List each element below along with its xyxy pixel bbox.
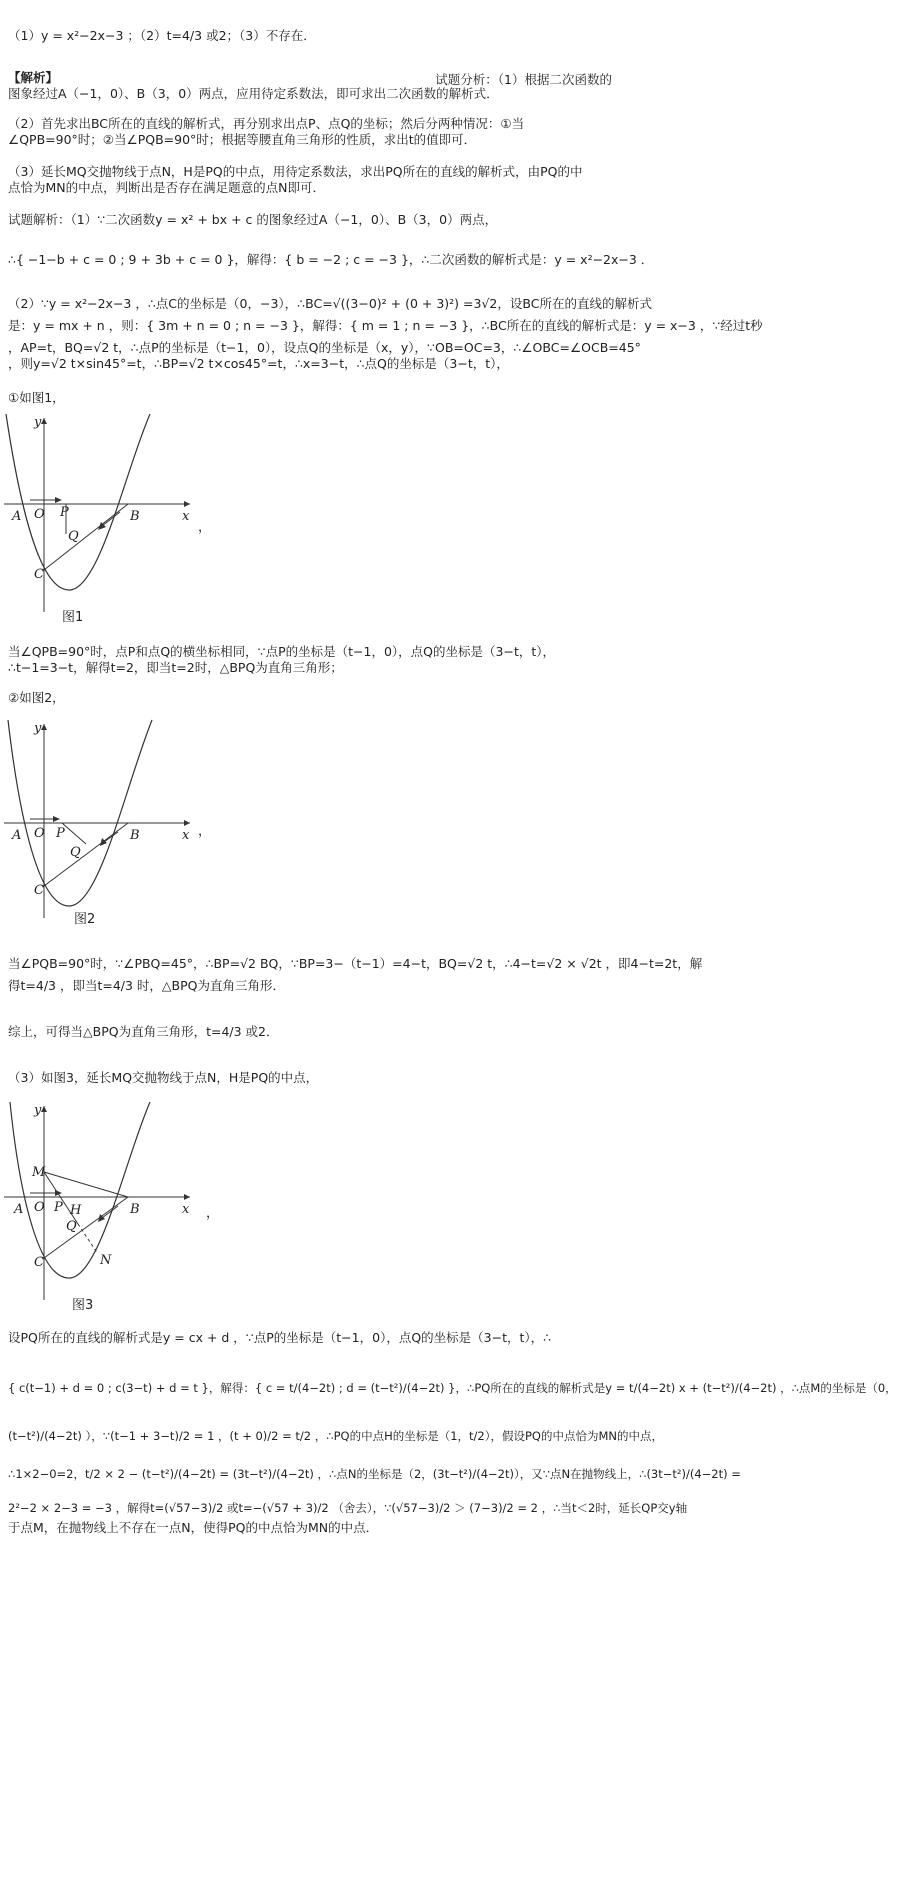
- solution-5: ，AP=t，BQ=√2 t，∴点P的坐标是（t−1，0），设点Q的坐标是（x，y），∵OB=OC=3，∴∠OBC=∠OCB=45°: [8, 340, 641, 355]
- part3-line3: (t−t²)/(4−2t) ），∵(t−1 + 3−t)/2 = 1 ，(t + 0)/2 = t/2 ，∴PQ的中点H的坐标是（1，t/2），假设PQ的中点恰为MN的中点，: [8, 1429, 664, 1443]
- fig2-comma: ，: [198, 824, 212, 839]
- fig3-label-p: P: [54, 1200, 63, 1215]
- fig2-label-p: P: [56, 826, 65, 841]
- fig3-label-o: O: [34, 1200, 45, 1215]
- fig3-caption: 图3: [72, 1298, 94, 1313]
- solution-4: 是：y = mx + n ，则：{ 3m + n = 0 ; n = −3 }，解得：{ m = 1 ; n = −3 }，∴BC所在的直线的解析式是：y = x−3 ，∵经过t秒: [8, 318, 763, 333]
- fig2-caption: 图2: [74, 912, 96, 927]
- fig2-label-b: B: [130, 828, 140, 843]
- fig3-label-b: B: [130, 1202, 140, 1217]
- solution-1: 试题解析：（1）∵二次函数y = x² + bx + c 的图象经过A（−1，0）、B（3，0）两点，: [8, 212, 498, 227]
- analysis-p2b: ∠QPB=90°时；②当∠PQB=90°时；根据等腰直角三角形的性质，求出t的值即可．: [8, 132, 477, 147]
- fig3-label-n: N: [100, 1253, 112, 1268]
- fig1-label-q: Q: [68, 529, 79, 544]
- fig2-label-x: x: [182, 828, 190, 843]
- analysis-p3b: 点恰为MN的中点，判断出是否存在满足题意的点N即可．: [8, 180, 325, 195]
- analysis-p2a: （2）首先求出BC所在的直线的解析式，再分别求出点P、点Q的坐标；然后分两种情况：①当: [8, 116, 525, 131]
- fig1-label-o: O: [34, 507, 45, 522]
- fig3-comma: ，: [206, 1206, 220, 1221]
- case1-a: 当∠QPB=90°时，点P和点Q的横坐标相同，∵点P的坐标是（t−1，0），点Q的坐标是（3−t，t），: [8, 644, 556, 659]
- answer-line: （1）y = x²−2x−3 ；（2）t=4/3 或2；（3）不存在．: [8, 28, 316, 43]
- fig2-label-a: A: [12, 828, 22, 843]
- summary: 综上，可得当△BPQ为直角三角形，t=4/3 或2．: [8, 1024, 279, 1039]
- fig2-label-o: O: [34, 826, 45, 841]
- solution-2: ∴{ −1−b + c = 0 ; 9 + 3b + c = 0 }，解得：{ b = −2 ; c = −3 }，∴二次函数的解析式是：y = x²−2x−3 ．: [8, 252, 654, 267]
- part3-line4: ∴1×2−0=2，t/2 × 2 − (t−t²)/(4−2t) = (3t−t²)/(4−2t) ，∴点N的坐标是（2，(3t−t²)/(4−2t)），又∵点N在抛物线上，∴(3t−t²)/(4−2t) =: [8, 1467, 741, 1481]
- part3-intro: （3）如图3，延长MQ交抛物线于点N，H是PQ的中点，: [8, 1070, 319, 1085]
- part3-line1: 设PQ所在的直线的解析式是y = cx + d ，∵点P的坐标是（t−1，0），点Q的坐标是（3−t，t），∴: [8, 1330, 552, 1345]
- fig3-label-a: A: [14, 1202, 24, 1217]
- fig2-label-c: C: [34, 883, 44, 898]
- fig3-label-y: y: [34, 1103, 42, 1118]
- fig2-label-y: y: [34, 721, 42, 736]
- analysis-header: 【解析】: [8, 70, 59, 85]
- fig1-label-x: x: [182, 509, 190, 524]
- figure-2: [0, 718, 210, 928]
- case1-b: ∴t−1=3−t，解得t=2，即当t=2时，△BPQ为直角三角形；: [8, 660, 343, 675]
- fig3-label-q: Q: [66, 1219, 77, 1234]
- fig3-label-m: M: [32, 1165, 46, 1180]
- analysis-p3a: （3）延长MQ交抛物线于点N，H是PQ的中点，用待定系数法，求出PQ所在的直线的解析式，由PQ的中: [8, 164, 583, 179]
- figure-3: [0, 1100, 210, 1310]
- case2-b: 得t=4/3 ，即当t=4/3 时，△BPQ为直角三角形．: [8, 978, 285, 993]
- part3-line2: { c(t−1) + d = 0 ; c(3−t) + d = t }，解得：{ c = t/(4−2t) ; d = (t−t²)/(4−2t) }，∴PQ所在的直线的解析式是y = t/(4−2t) x + (t−t²)/(4−2t) ，∴点M的坐标是（0，: [8, 1381, 897, 1395]
- fig1-label-y: y: [34, 415, 42, 430]
- case1-label: ①如图1，: [8, 390, 65, 405]
- figure-1: [0, 412, 210, 622]
- part3-line6: 于点M，在抛物线上不存在一点N，使得PQ的中点恰为MN的中点．: [8, 1520, 379, 1535]
- fig1-label-p: P: [60, 505, 69, 520]
- fig1-label-c: C: [34, 567, 44, 582]
- fig1-comma: ，: [198, 520, 212, 535]
- fig2-label-q: Q: [70, 845, 81, 860]
- fig3-label-h: H: [70, 1203, 82, 1218]
- fig3-label-x: x: [182, 1202, 190, 1217]
- analysis-intro: 试题分析：（1）根据二次函数的: [435, 72, 612, 87]
- solution-6: ，则y=√2 t×sin45°=t，∴BP=√2 t×cos45°=t，∴x=3−t，∴点Q的坐标是（3−t，t），: [8, 356, 509, 371]
- case2-a: 当∠PQB=90°时，∵∠PBQ=45°，∴BP=√2 BQ，∵BP=3−（t−1）=4−t，BQ=√2 t，∴4−t=√2 × √2t ，即4−t=2t，解: [8, 956, 703, 971]
- part3-line5: 2²−2 × 2−3 = −3 ，解得t=(√57−3)/2 或t=−(√57 + 3)/2 （舍去），∵(√57−3)/2 ＞ (7−3)/2 = 2 ，∴当t＜2时，延长QP交y轴: [8, 1501, 688, 1515]
- solution-3: （2）∵y = x²−2x−3 ，∴点C的坐标是（0，−3），∴BC=√((3−0)² + (0 + 3)²) =3√2，设BC所在的直线的解析式: [8, 296, 652, 311]
- analysis-p1: 图象经过A（−1，0）、B（3，0）两点，应用待定系数法，即可求出二次函数的解析式．: [8, 86, 499, 101]
- fig3-label-c: C: [34, 1255, 44, 1270]
- fig1-label-b: B: [130, 509, 140, 524]
- case2-label: ②如图2，: [8, 690, 65, 705]
- fig1-caption: 图1: [62, 610, 84, 625]
- fig1-label-a: A: [12, 509, 22, 524]
